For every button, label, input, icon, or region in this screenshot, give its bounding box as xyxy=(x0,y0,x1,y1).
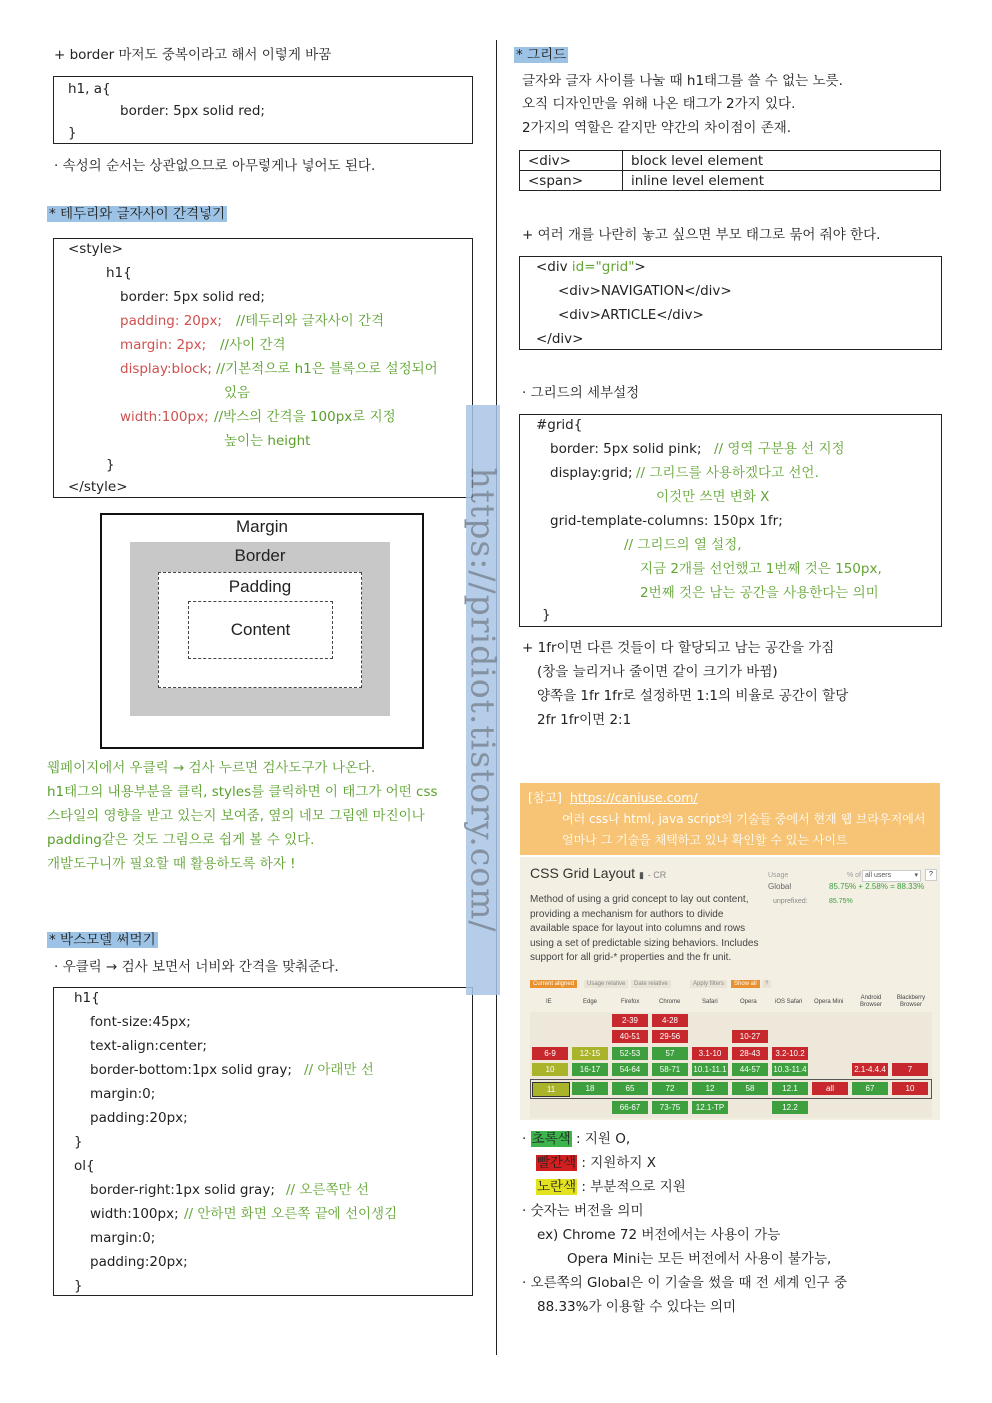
version-cell: 66-67 xyxy=(612,1101,648,1114)
version-cell: 12.1-TP xyxy=(692,1101,728,1114)
usage-label: Usage xyxy=(768,872,789,879)
box-model-diagram xyxy=(100,513,424,749)
version-cell: 3.2-10.2 xyxy=(772,1047,808,1060)
intro-line: 2가지의 역할은 같지만 약간의 차이점이 존재. xyxy=(522,120,792,136)
code-part: > xyxy=(634,259,646,275)
code-line: border-bottom:1px solid gray; xyxy=(90,1062,292,1078)
legend-text: : 부분적으로 지원 xyxy=(577,1179,686,1195)
heading-text: * 테두리와 글자사이 간격넣기 xyxy=(49,206,226,222)
code-line xyxy=(536,255,646,279)
browser-name: Opera Mini xyxy=(814,999,844,1005)
legend-line xyxy=(536,1151,656,1175)
note-line: padding같은 것도 그림으로 쉽게 볼 수 있다. xyxy=(47,832,315,848)
code-comment: // 영역 구분용 선 지정 xyxy=(714,441,845,457)
note-line: 개발도구니까 필요할 때 활용하도록 하자 ! xyxy=(47,856,296,872)
code-comment: //사이 간격 xyxy=(220,337,286,353)
code-comment: 있음 xyxy=(224,385,251,401)
chevron-down-icon: ▾ xyxy=(914,872,918,879)
code-comment: 높이는 height xyxy=(224,433,311,449)
intro-text: + border 마저도 중복이라고 해서 이렇게 바꿈 xyxy=(54,47,332,63)
desc-line: using a set of predictable sizing behaviors. Includes xyxy=(530,937,759,949)
code-line: border: 5px solid red; xyxy=(120,103,265,119)
version-cell: 58-71 xyxy=(652,1063,688,1076)
code-comment: //박스의 간격을 100px로 지정 xyxy=(214,409,396,425)
green-swatch: 초록색 xyxy=(531,1131,571,1147)
wrap-note: + 여러 개를 나란히 놓고 싶으면 부모 태그로 묶어 줘야 한다. xyxy=(522,227,881,243)
version-cell: 10-27 xyxy=(732,1030,768,1043)
code-line: } xyxy=(74,1134,83,1150)
style-code-box xyxy=(53,238,473,498)
code-line: margin:0; xyxy=(90,1086,156,1102)
version-cell: 11 xyxy=(532,1082,570,1097)
watermark xyxy=(463,405,503,995)
browser-name: Chrome xyxy=(659,999,681,1005)
red-swatch: 빨간색 xyxy=(537,1155,577,1171)
div-code-box xyxy=(519,256,942,350)
help-icon[interactable]: ? xyxy=(762,980,771,988)
ref-link[interactable]: https://caniuse.com/ xyxy=(569,790,698,805)
version-cell: 16-17 xyxy=(572,1063,608,1076)
version-cell: 12.1 xyxy=(772,1082,808,1095)
border-label: Border xyxy=(234,546,286,565)
detail-title: · 그리드의 세부설정 xyxy=(522,385,640,401)
code-comment: //테두리와 글자사이 간격 xyxy=(236,313,385,329)
code-line: <div>ARTICLE</div> xyxy=(558,307,704,323)
code-comment: 지금 2개를 선언했고 1번째 것은 150px, xyxy=(640,561,882,577)
code-line: grid-template-columns: 150px 1fr; xyxy=(550,513,783,529)
fr-note: 양쪽을 1fr 1fr로 설정하면 1:1의 비율로 공간이 할당 xyxy=(537,688,849,704)
version-cell: 2-39 xyxy=(612,1014,648,1027)
desc-line: Method of using a grid concept to lay out content, xyxy=(530,894,749,905)
version-cell: 58 xyxy=(732,1082,768,1095)
example-line: ex) Chrome 72 버전에서는 사용이 가능 xyxy=(537,1227,781,1243)
code-line: display:block; xyxy=(120,361,212,377)
browser-name: IE xyxy=(546,999,552,1005)
browser-header xyxy=(520,997,940,1011)
caniuse-title xyxy=(530,865,666,881)
watermark-text: https://pridiot.tistory.com/ xyxy=(463,467,503,933)
code-line: padding: 20px; xyxy=(120,313,222,329)
code-line: margin: 2px; xyxy=(120,337,207,353)
section-heading xyxy=(47,928,158,952)
version-cell: all xyxy=(812,1082,848,1095)
code-comment: 2번째 것은 남는 공간을 사용한다는 의미 xyxy=(640,585,879,601)
version-cell: 73-75 xyxy=(652,1101,688,1114)
browser-name: Blackberry Browser xyxy=(896,995,926,1008)
version-cell: 57 xyxy=(652,1047,688,1060)
help-button[interactable]: ? xyxy=(925,869,937,881)
table-row xyxy=(520,151,941,171)
version-cell: 54-64 xyxy=(612,1063,648,1076)
status-tag: - CR xyxy=(647,870,667,880)
code-line: border-right:1px solid gray; xyxy=(90,1182,275,1198)
reference-note xyxy=(520,783,940,855)
code-line: h1{ xyxy=(74,990,100,1006)
code-line: h1{ xyxy=(106,265,132,281)
unprefixed-value: 85.75% xyxy=(829,898,853,905)
code-line: #grid{ xyxy=(536,417,583,433)
border-area xyxy=(130,542,390,716)
title-text: CSS Grid Layout xyxy=(530,865,636,881)
code-line: text-align:center; xyxy=(90,1038,207,1054)
section-heading xyxy=(47,202,227,226)
code-line: } xyxy=(68,125,77,141)
show-all-button[interactable]: Show all xyxy=(731,980,760,988)
code-line: } xyxy=(74,1278,83,1294)
code-line: } xyxy=(106,457,115,473)
code-line: <div>NAVIGATION</div> xyxy=(558,283,732,299)
code-line: <style> xyxy=(68,241,123,257)
global-note: · 오른쪽의 Global은 이 기술을 썼을 때 전 세계 인구 중 xyxy=(522,1275,848,1291)
code-line: width:100px; xyxy=(90,1206,179,1222)
section-heading xyxy=(514,43,568,67)
margin-label: Margin xyxy=(236,517,288,536)
version-cell: 10 xyxy=(532,1063,568,1076)
current-aligned-button[interactable]: Current aligned xyxy=(530,980,577,988)
yellow-swatch: 노란색 xyxy=(537,1179,577,1195)
fr-note: + 1fr이면 다른 것들이 다 할당되고 남는 공간을 가짐 xyxy=(522,640,835,656)
browser-name: Android Browser xyxy=(859,995,882,1008)
code-line: width:100px; xyxy=(120,409,209,425)
version-cell: 10.1-11.1 xyxy=(693,1065,727,1074)
code-line: </div> xyxy=(536,331,584,347)
desc-line: support for all grid-* properties and the fr unit. xyxy=(530,952,732,963)
heading-text: * 박스모델 써먹기 xyxy=(49,932,156,948)
code-comment: // 안하면 화면 오른쪽 끝에 선이생김 xyxy=(184,1206,398,1222)
devtools-note xyxy=(47,756,438,876)
table-cell: <span> xyxy=(520,171,623,191)
padding-label: Padding xyxy=(228,577,292,596)
version-cell: 7 xyxy=(892,1063,928,1076)
legend-text: : 지원 O, xyxy=(571,1131,631,1147)
content-area xyxy=(188,601,333,659)
code-comment: 이것만 쓰면 변화 X xyxy=(656,489,770,505)
current-row-outline xyxy=(530,1079,932,1099)
code-comment: // 오른쪽만 선 xyxy=(286,1182,369,1198)
version-cell: 6-9 xyxy=(532,1047,568,1060)
version-cell: 52-53 xyxy=(612,1047,648,1060)
code-line: border: 5px solid red; xyxy=(120,289,265,305)
version-cell: 4-28 xyxy=(652,1014,688,1027)
version-cell: 28-43 xyxy=(732,1047,768,1060)
code-line: display:grid; xyxy=(550,465,633,481)
code-part: <div xyxy=(536,259,572,275)
code-line: padding:20px; xyxy=(90,1254,188,1270)
browser-name: Edge xyxy=(583,999,598,1005)
fr-note: 2fr 1fr이면 2:1 xyxy=(537,712,632,728)
version-cell: 18 xyxy=(572,1082,608,1095)
legend-line xyxy=(522,1127,630,1151)
desc-line: providing a mechanism for authors to divide xyxy=(530,908,724,920)
padding-area xyxy=(158,572,362,688)
global-note: 88.33%가 이용할 수 있다는 의미 xyxy=(537,1299,737,1315)
version-cell: 29-56 xyxy=(652,1030,688,1043)
ref-label: [참고] xyxy=(528,790,562,805)
date-relative-button[interactable]: Date relative xyxy=(631,980,671,988)
code-box-2 xyxy=(53,987,473,1296)
code-line: margin:0; xyxy=(90,1230,156,1246)
tags-table xyxy=(519,150,941,191)
code-comment: // 그리드를 사용하겠다고 선언. xyxy=(636,465,819,481)
code-line: font-size:45px; xyxy=(90,1014,191,1030)
code-comment: //기본적으로 h1은 블록으로 설정되어 xyxy=(216,361,438,377)
ref-desc: 여러 css나 html, java script의 기술들 중에서 현재 웹 브라우저에서 xyxy=(562,812,926,826)
note-line: h1태그의 내용부분을 클릭, styles를 클릭하면 이 태그가 어떤 css xyxy=(47,784,438,800)
version-cell: 12.2 xyxy=(772,1101,808,1114)
browser-name: Firefox xyxy=(621,999,640,1005)
caniuse-screenshot xyxy=(520,857,940,1120)
usage-relative-button[interactable]: Usage relative xyxy=(584,980,628,988)
global-values: 85.75% + 2.58% = 88.33% xyxy=(829,882,925,891)
version-cell: 2.1-4.4.4 xyxy=(852,1063,888,1076)
global-label: Global xyxy=(768,882,792,891)
users-select[interactable] xyxy=(862,870,921,882)
note-line: 스타일의 영향을 받고 있는지 보여줌, 옆의 네모 그림엔 마진이나 xyxy=(47,808,425,824)
version-cell: 72 xyxy=(652,1082,688,1095)
note-line: 웹페이지에서 우클릭 → 검사 누르면 검사도구가 나온다. xyxy=(47,760,376,776)
version-note: · 숫자는 버전을 의미 xyxy=(522,1203,644,1219)
percent-of: % of xyxy=(847,872,862,879)
grid-code-box xyxy=(519,414,942,627)
version-cell: 12 xyxy=(692,1082,728,1095)
intro-line: 글자와 글자 사이를 나눌 때 h1태그를 쓸 수 없는 노릇. xyxy=(522,73,843,89)
heading-text: * 그리드 xyxy=(516,47,567,63)
legend-text: : 지원하지 X xyxy=(577,1155,656,1171)
table-cell: block level element xyxy=(623,151,941,171)
code-line: border: 5px solid pink; xyxy=(550,441,702,457)
code-line: ol{ xyxy=(74,1158,95,1174)
code-line: padding:20px; xyxy=(90,1110,188,1126)
unprefixed-label: unprefixed: xyxy=(773,898,808,905)
version-cell: 40-51 xyxy=(612,1030,648,1043)
code-comment: // 그리드의 열 설정, xyxy=(624,537,742,553)
version-cell: 10.3-11.4 xyxy=(773,1065,807,1074)
browser-name: Opera xyxy=(740,999,757,1005)
desc-line: available space for layout into columns and rows xyxy=(530,923,746,934)
code-box-1 xyxy=(53,76,473,144)
content-label: Content xyxy=(230,620,291,639)
code-attr: id="grid" xyxy=(571,259,635,275)
version-cell: 44-57 xyxy=(732,1063,768,1076)
code-line: } xyxy=(542,607,551,623)
browser-name: Safari xyxy=(702,999,718,1005)
example-line: Opera Mini는 모든 버전에서 사용이 불가능, xyxy=(567,1251,832,1267)
order-note: · 속성의 순서는 상관없으므로 아무렇게나 넣어도 된다. xyxy=(54,158,376,174)
doc-icon: ▮ xyxy=(638,870,644,880)
table-cell: <div> xyxy=(520,151,623,171)
users-select-value: all users xyxy=(865,872,892,879)
version-cell: 12-15 xyxy=(572,1047,608,1060)
version-cell: 3.1-10 xyxy=(692,1047,728,1060)
apply-filters-button[interactable]: Apply filters xyxy=(690,980,727,988)
browser-name: iOS Safari xyxy=(775,999,803,1005)
code-comment: // 아래만 선 xyxy=(304,1062,374,1078)
legend-line xyxy=(536,1175,686,1199)
ref-desc: 얼마나 그 기술을 채택하고 있나 확인할 수 있는 사이트 xyxy=(562,833,848,847)
fr-note: (창을 늘리거나 줄이면 같이 크기가 바뀜) xyxy=(537,664,778,680)
version-cell: 67 xyxy=(852,1082,888,1095)
code-line: </style> xyxy=(68,479,128,495)
caniuse-desc xyxy=(530,893,758,966)
code-line: h1, a{ xyxy=(68,81,111,97)
version-cell: 10 xyxy=(892,1082,928,1095)
intro-line: 오직 디자인만을 위해 나온 태그가 2가지 있다. xyxy=(522,96,796,112)
table-row xyxy=(520,171,941,191)
bullet: · xyxy=(522,1131,531,1147)
section-subtitle: · 우클릭 → 검사 보면서 너비와 간격을 맞춰준다. xyxy=(54,959,339,975)
table-cell: inline level element xyxy=(623,171,941,191)
version-cell: 65 xyxy=(612,1082,648,1095)
